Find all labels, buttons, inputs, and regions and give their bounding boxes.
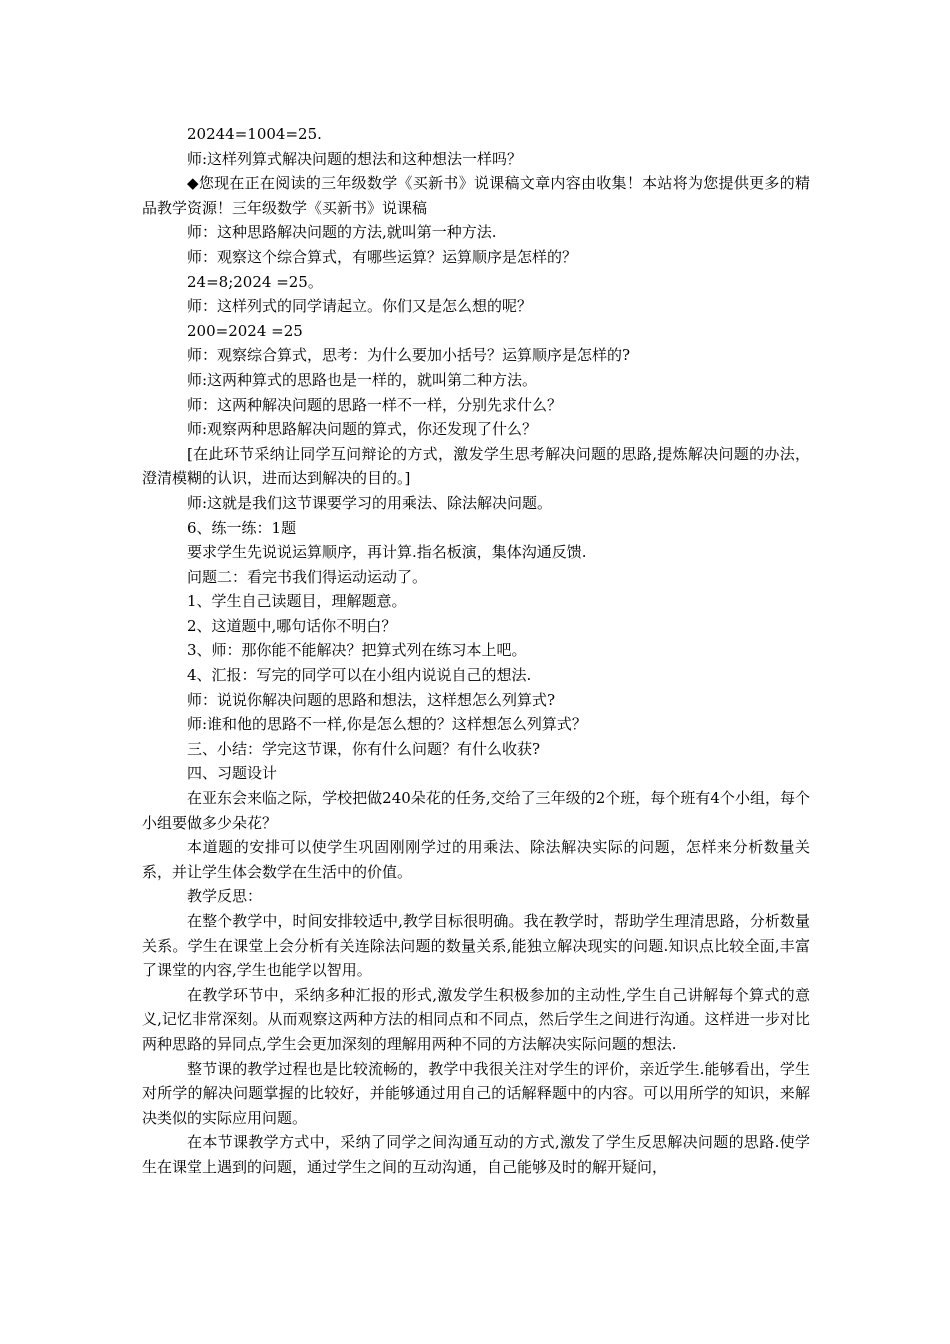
paragraph-observe-formula: 师：观察这个综合算式，有哪些运算？运算顺序是怎样的？ [187, 247, 578, 266]
paragraph-reflection-1: 在整个教学中，时间安排较适中,教学目标很明确。我在教学时，帮助学生理清思路，分析数量关系。学生在课堂上会分析有关连除法问题的数量关系,能独立解决现实的问题.知识点比较全面,丰富了课堂的内容,学生也能学以智用。 [142, 912, 810, 980]
paragraph-formula-3: 200=2024 =25 [187, 321, 303, 340]
paragraph-stand-up: 师：这样列式的同学请起立。你们又是怎么想的呢？ [187, 297, 533, 316]
paragraph-exercise-purpose: 本道题的安排可以使学生巩固刚刚学过的用乘法、除法解决实际的问题，怎样来分析数量关系，并让学生体会数学在生活中的价值。 [142, 838, 810, 881]
paragraph-teacher-question: 师:这样列算式解决问题的想法和这种想法一样吗？ [187, 149, 523, 168]
paragraph-second-method: 师:这两种算式的思路也是一样的，就叫第二种方法。 [187, 370, 538, 389]
list-item-step-3: 3、师：那你能不能解决？把算式列在练习本上吧。 [187, 641, 527, 660]
paragraph-site-notice: ◆您现在正在阅读的三年级数学《买新书》说课稿文章内容由收集！本站将为您提供更多的精品教学资源！三年级数学《买新书》说课稿 [142, 174, 810, 217]
paragraph-practice-instructions: 要求学生先说说运算顺序，再计算.指名板演，集体沟通反馈. [187, 543, 587, 562]
paragraph-reflection-2: 在教学环节中，采纳多种汇报的形式,激发学生积极参加的主动性,学生自己讲解每个算式的意义,记忆非常深刻。从而观察这两种方法的相同点和不同点，然后学生之间进行沟通。这样进一步对比两种思路的异同点,学生会更加深刻的理解用两种不同的方法解决实际问题的想法. [142, 985, 810, 1053]
paragraph-compare-methods: 师：这两种解决问题的思路一样不一样，分别先求什么？ [187, 395, 563, 414]
paragraph-formula-2: 24=8;2024 =25。 [187, 272, 323, 291]
section-heading-reflection: 教学反思： [187, 887, 263, 906]
paragraph-first-method: 师：这种思路解决问题的方法,就叫第一种方法. [187, 223, 497, 242]
paragraph-bracket-note: [在此环节采纳让同学互问辩论的方式，激发学生思考解决问题的思路,提炼解决问题的办法，澄清模糊的认识，进而达到解决的目的。] [142, 444, 810, 488]
section-heading-summary: 三、小结：学完这节课，你有什么问题？有什么收获? [187, 739, 541, 758]
list-item-step-1: 1、学生自己读题目，理解题意。 [187, 592, 407, 611]
paragraph-explain-thinking: 师：说说你解决问题的思路和想法，这样想怎么列算式? [187, 690, 556, 709]
paragraph-parentheses: 师：观察综合算式，思考：为什么要加小括号？运算顺序是怎样的? [187, 346, 631, 365]
paragraph-formula-1: 20244=1004=25. [187, 125, 322, 143]
paragraph-different-thinking: 师:谁和他的思路不一样,你是怎么想的？这样想怎么列算式？ [187, 715, 587, 734]
list-item-step-2: 2、这道题中,哪句话你不明白？ [187, 616, 397, 635]
paragraph-exercise-problem: 在亚东会来临之际，学校把做240朵花的任务,交给了三年级的2个班，每个班有4个小组，每个小组要做多少朵花？ [142, 789, 810, 832]
document-body [142, 122, 810, 1180]
paragraph-lesson-topic: 师:这就是我们这节课要学习的用乘法、除法解决问题。 [187, 493, 553, 512]
paragraph-discovery: 师:观察两种思路解决问题的算式，你还发现了什么？ [187, 420, 538, 439]
section-heading-exercises: 四、习题设计 [187, 764, 278, 783]
paragraph-practice-heading: 6、练一练：1题 [187, 518, 297, 537]
paragraph-reflection-4: 在本节课教学方式中，采纳了同学之间沟通互动的方式,激发了学生反思解决问题的思路.使学生在课堂上遇到的问题，通过学生之间的互动沟通，自己能够及时的解开疑问， [142, 1133, 810, 1176]
paragraph-problem-two: 问题二：看完书我们得运动运动了。 [187, 567, 428, 586]
paragraph-reflection-3: 整节课的教学过程也是比较流畅的，教学中我很关注对学生的评价，亲近学生.能够看出，学生对所学的解决问题掌握的比较好，并能够通过用自己的话解释题中的内容。可以用所学的知识，来解决类似的实际应用问题。 [142, 1059, 810, 1127]
list-item-step-4: 4、汇报：写完的同学可以在小组内说说自己的想法. [187, 666, 532, 685]
